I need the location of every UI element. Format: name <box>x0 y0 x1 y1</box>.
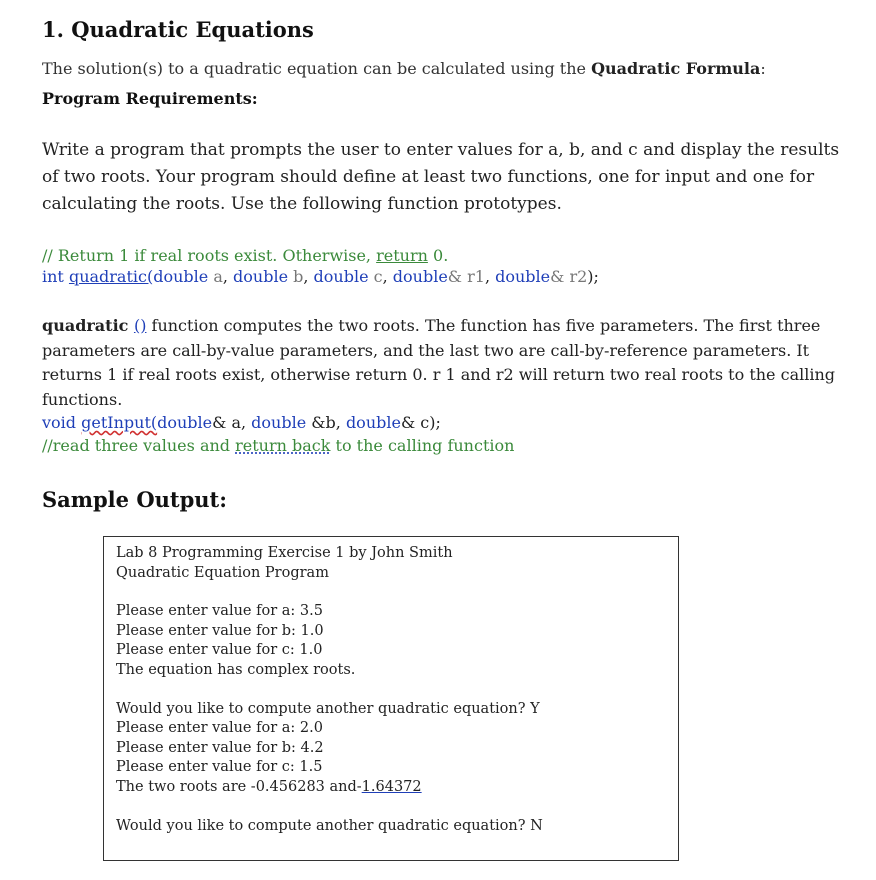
section-heading: 1. Quadratic Equations <box>42 17 314 42</box>
output-line: Please enter value for a: 3.5 <box>116 603 323 619</box>
quadratic-comment: // Return 1 if real roots exist. Otherwise, return 0. <box>42 246 449 265</box>
output-line: Please enter value for a: 2.0 <box>116 720 323 736</box>
output-line: The two roots are -0.456283 and-1.64372 <box>116 779 422 795</box>
output-line: Please enter value for c: 1.0 <box>116 642 323 658</box>
output-line: Would you like to compute another quadratic equation? Y <box>116 701 540 717</box>
getinput-signature: void getInput(double& a, double &b, double& c); <box>42 413 441 432</box>
intro-bold-term: Quadratic Formula <box>591 59 761 78</box>
requirements-label: Program Requirements: <box>42 89 258 108</box>
output-line: Lab 8 Programming Exercise 1 by John Smith <box>116 545 453 561</box>
description-paragraph: Write a program that prompts the user to enter values for a, b, and c and display the results of two roots. Your program should define at least two functions, one for input and one for calculating the roots. Use the following function prototypes. <box>42 140 840 214</box>
sample-output-heading: Sample Output: <box>42 487 227 512</box>
quadratic-prototype <box>42 245 599 287</box>
getinput-comment: //read three values and return back to the calling function <box>42 436 515 455</box>
output-line: Would you like to compute another quadratic equation? N <box>116 818 543 834</box>
getinput-prototype <box>42 411 514 457</box>
output-line: Please enter value for b: 4.2 <box>116 740 324 756</box>
quadratic-signature: int quadratic(double a, double b, double c, double& r1, double& r2); <box>42 267 599 286</box>
explanation-paragraph: quadratic () function computes the two roots. The function has five parameters. The first three parameters are call-by-value parameters, and the last two are call-by-reference parameters. It returns 1 if real roots exist, otherwise return 0. r 1 and r2 will return two real roots to the calling functions. <box>42 316 836 409</box>
output-line: Please enter value for b: 1.0 <box>116 623 324 639</box>
sample-output-box <box>103 536 679 861</box>
parens-link: () <box>133 316 147 335</box>
output-line: The equation has complex roots. <box>116 662 356 678</box>
output-line: Quadratic Equation Program <box>116 565 329 581</box>
intro-text: The solution(s) to a quadratic equation can be calculated using the Quadratic Formula: <box>42 59 766 78</box>
output-line: Please enter value for c: 1.5 <box>116 759 323 775</box>
